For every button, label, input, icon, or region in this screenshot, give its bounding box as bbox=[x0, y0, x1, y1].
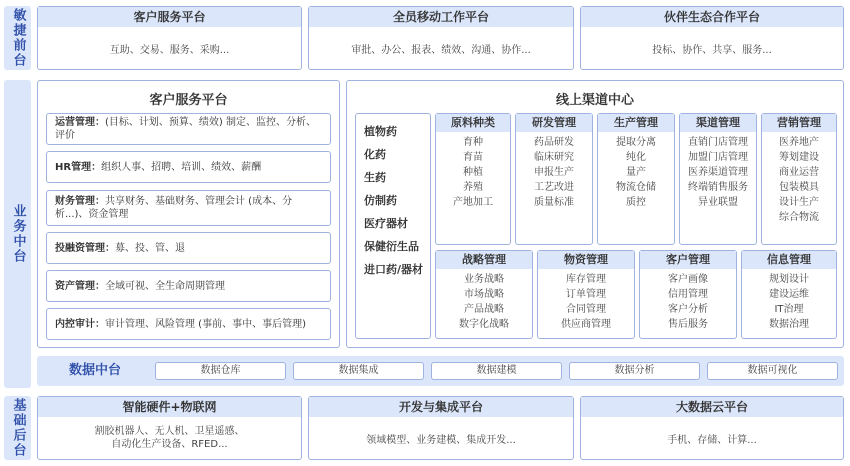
column-item: 申报生产 bbox=[534, 167, 574, 178]
column-item: 异业联盟 bbox=[698, 197, 738, 208]
column-item: 数字化战略 bbox=[459, 319, 509, 330]
band-back-label: 基础后台 bbox=[4, 396, 31, 460]
column-item: 库存管理 bbox=[566, 274, 606, 285]
column-item: 客户分析 bbox=[668, 304, 708, 315]
back-box-body: 领域模型、业务建模、集成开发... bbox=[366, 434, 516, 446]
back-box-body: 割胶机器人、无人机、卫星遥感、 自动化生产设备、RFED... bbox=[94, 426, 245, 450]
data-visualization-chip: 数据可视化 bbox=[707, 362, 838, 380]
column-item: 医养渠道管理 bbox=[688, 167, 748, 178]
online-center-panel bbox=[346, 80, 844, 348]
column-title: 研发管理 bbox=[516, 114, 592, 132]
category-item: 保健衍生品 bbox=[364, 240, 419, 253]
column-item: IT治理 bbox=[774, 304, 804, 315]
column-title: 营销管理 bbox=[762, 114, 836, 132]
front-box-body: 审批、办公、报表、绩效、沟通、协作... bbox=[351, 44, 531, 56]
category-item: 医疗器材 bbox=[364, 217, 408, 230]
internal-audit-item: 内控审计：审计管理、风险管理 (事前、事中、事后管理) bbox=[46, 308, 331, 340]
back-box-body: 手机、存储、计算... bbox=[667, 434, 757, 446]
information-management-column bbox=[741, 250, 837, 339]
data-integration-chip: 数据集成 bbox=[293, 362, 424, 380]
column-item: 规划设计 bbox=[769, 274, 809, 285]
column-item: 数据治理 bbox=[769, 319, 809, 330]
data-platform-title: 数据中台 bbox=[68, 363, 121, 378]
column-item: 加盟门店管理 bbox=[688, 152, 748, 163]
front-box-title: 全员移动工作平台 bbox=[309, 7, 573, 27]
column-item: 养殖 bbox=[463, 182, 483, 193]
category-item: 仿制药 bbox=[364, 194, 397, 207]
channel-management-column bbox=[679, 113, 757, 245]
back-box-title: 开发与集成平台 bbox=[309, 397, 573, 417]
column-item: 质控 bbox=[626, 197, 646, 208]
data-warehouse-chip: 数据仓库 bbox=[155, 362, 286, 380]
column-item: 药品研发 bbox=[534, 137, 574, 148]
data-modeling-chip: 数据建模 bbox=[431, 362, 562, 380]
column-item: 直销门店管理 bbox=[688, 137, 748, 148]
front-box-body: 投标、协作、共享、服务... bbox=[652, 44, 772, 56]
column-title: 信息管理 bbox=[742, 251, 836, 269]
column-item: 筹划建设 bbox=[779, 152, 819, 163]
column-item: 纯化 bbox=[626, 152, 646, 163]
column-item: 市场战略 bbox=[464, 289, 504, 300]
data-analysis-chip: 数据分析 bbox=[569, 362, 700, 380]
marketing-management-column bbox=[761, 113, 837, 245]
category-item: 生药 bbox=[364, 171, 386, 184]
column-item: 物流仓储 bbox=[616, 182, 656, 193]
raw-material-column bbox=[435, 113, 511, 245]
production-management-column bbox=[597, 113, 675, 245]
column-item: 医养地产 bbox=[779, 137, 819, 148]
front-box-customer bbox=[37, 6, 302, 70]
column-item: 种植 bbox=[463, 167, 483, 178]
column-item: 客户画像 bbox=[668, 274, 708, 285]
front-box-title: 客户服务平台 bbox=[38, 7, 301, 27]
category-item: 植物药 bbox=[364, 125, 397, 138]
column-title: 物资管理 bbox=[538, 251, 634, 269]
column-title: 客户管理 bbox=[640, 251, 736, 269]
rnd-management-column bbox=[515, 113, 593, 245]
column-item: 育苗 bbox=[463, 152, 483, 163]
column-item: 设计生产 bbox=[779, 197, 819, 208]
column-item: 质量标准 bbox=[534, 197, 574, 208]
investment-management-item: 投融资管理：募、投、管、退 bbox=[46, 232, 331, 264]
back-box-bigdata-cloud bbox=[580, 396, 844, 460]
drug-category-list bbox=[355, 113, 431, 339]
column-item: 产地加工 bbox=[453, 197, 493, 208]
ops-management-item: 运营管理：(目标、计划、预算、绩效) 制定、监控、分析、评价 bbox=[46, 113, 331, 145]
column-item: 包装模具 bbox=[779, 182, 819, 193]
materials-management-column bbox=[537, 250, 635, 339]
asset-management-item: 资产管理：全域可视、全生命周期管理 bbox=[46, 270, 331, 302]
column-item: 终端销售服务 bbox=[688, 182, 748, 193]
front-box-partner bbox=[580, 6, 844, 70]
column-item: 综合物流 bbox=[779, 212, 819, 223]
column-item: 商业运营 bbox=[779, 167, 819, 178]
column-item: 业务战略 bbox=[464, 274, 504, 285]
column-item: 售后服务 bbox=[668, 319, 708, 330]
back-box-title: 智能硬件+物联网 bbox=[38, 397, 301, 417]
data-platform-strip bbox=[37, 356, 844, 386]
column-title: 渠道管理 bbox=[680, 114, 756, 132]
category-item: 进口药/器材 bbox=[364, 263, 424, 276]
strategy-management-column bbox=[435, 250, 533, 339]
band-front-label: 敏捷前台 bbox=[4, 6, 31, 70]
back-box-title: 大数据云平台 bbox=[581, 397, 843, 417]
hr-management-item: HR管理：组织人事、招聘、培训、绩效、薪酬 bbox=[46, 151, 331, 183]
category-item: 化药 bbox=[364, 148, 386, 161]
front-box-mobile bbox=[308, 6, 574, 70]
column-item: 产品战略 bbox=[464, 304, 504, 315]
front-box-title: 伙伴生态合作平台 bbox=[581, 7, 843, 27]
customer-platform-panel bbox=[37, 80, 340, 348]
back-box-iot bbox=[37, 396, 302, 460]
column-item: 合同管理 bbox=[566, 304, 606, 315]
column-title: 战略管理 bbox=[436, 251, 532, 269]
column-item: 信用管理 bbox=[668, 289, 708, 300]
column-item: 临床研究 bbox=[534, 152, 574, 163]
column-item: 量产 bbox=[626, 167, 646, 178]
back-box-dev-integration bbox=[308, 396, 574, 460]
customer-platform-title: 客户服务平台 bbox=[149, 93, 228, 108]
band-middle-label: 业务中台 bbox=[4, 80, 31, 388]
column-item: 育种 bbox=[463, 137, 483, 148]
column-item: 订单管理 bbox=[566, 289, 606, 300]
column-title: 生产管理 bbox=[598, 114, 674, 132]
online-center-title: 线上渠道中心 bbox=[555, 93, 634, 108]
column-item: 建设运维 bbox=[769, 289, 809, 300]
column-item: 提取分离 bbox=[616, 137, 656, 148]
customer-management-column bbox=[639, 250, 737, 339]
column-item: 工艺改进 bbox=[534, 182, 574, 193]
front-box-body: 互助、交易、服务、采购... bbox=[109, 44, 230, 56]
column-title: 原料种类 bbox=[436, 114, 510, 132]
column-item: 供应商管理 bbox=[561, 319, 611, 330]
finance-management-item: 财务管理：共享财务、基础财务、管理会计 (成本、分析...)、资金管理 bbox=[46, 190, 331, 226]
